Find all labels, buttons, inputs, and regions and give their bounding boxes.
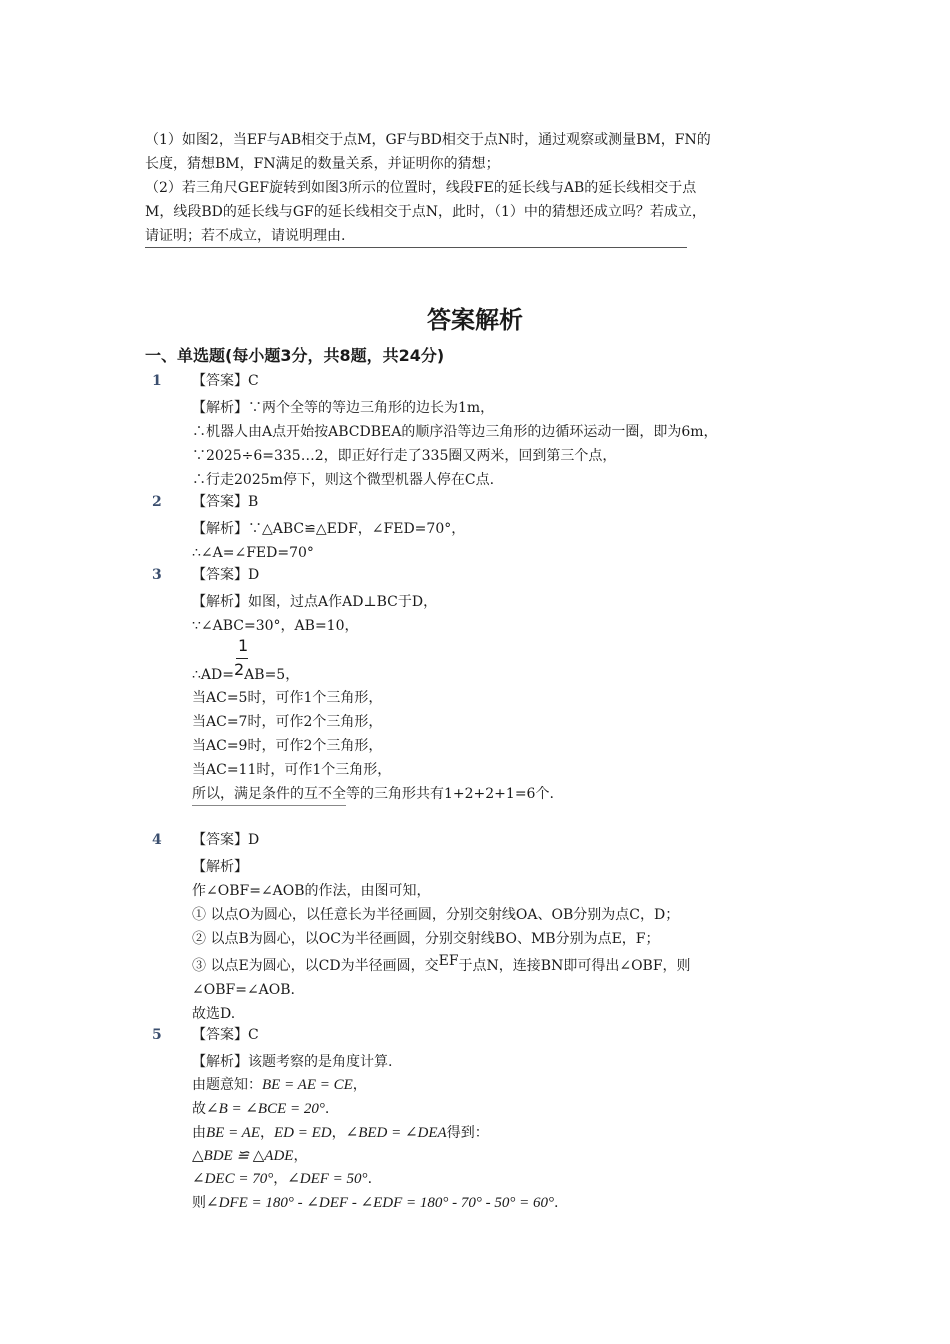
q3-case-5: 所以，满足条件的互不全等的三角形共有1+2+2+1=6个. [192,786,554,802]
q3-ad-suffix: AB=5， [244,667,300,683]
q5-line-3 [192,1099,329,1119]
q4-line-2: 作∠OBF=∠AOB的作法，由图可知， [192,883,431,899]
q1-line-4: ∴行走2025m停下，则这个微型机器人停在C点. [192,472,495,488]
q1-line-1: 【解析】∵两个全等的等边三角形的边长为1m， [192,400,495,416]
intro-line-2: 长度，猜想BM，FN满足的数量关系，并证明你的猜想； [145,156,500,172]
intro-underline [145,247,687,248]
q5-line-2 [192,1075,367,1095]
q1-answer: 【答案】C [192,373,259,389]
q5-l7-suffix: . [554,1195,559,1211]
q3-case-4: 当AC=11时，可作1个三角形， [192,762,392,778]
q3-fraction-bar [236,658,248,659]
q5-l4-sep-2: ， [331,1125,346,1141]
q5-l6-math-2: ∠DEF = 50° [287,1171,368,1187]
q5-l7-prefix: 则 [192,1195,206,1211]
q4-line-7: 故选D. [192,1006,236,1022]
q3-line-2: ∵∠ABC=30°，AB=10， [192,618,359,634]
q5-l3-math: ∠B = ∠BCE = 20° [206,1101,325,1117]
q4-line-4: ② 以点B为圆心，以OC为半径画圆，分别交射线BO、MB分别为点E，F； [192,931,660,947]
intro-line-5: 请证明；若不成立，请说明理由. [145,228,346,244]
q4-line-1: 【解析】 [192,859,248,875]
q5-line-4 [192,1123,489,1143]
q3-case-2: 当AC=7时，可作2个三角形， [192,714,383,730]
q2-line-1: 【解析】∵△ABC≌△EDF，∠FED=70°， [192,521,466,537]
q5-l6-suffix: . [367,1171,373,1187]
q3-fraction-denominator: 2 [233,660,245,679]
q5-line-5 [192,1146,307,1166]
question-number-4: 4 [152,832,162,848]
q5-l6-math-1: ∠DEC = 70° [192,1171,274,1187]
q5-l4-math-3: ∠BED = ∠DEA [345,1125,447,1141]
q5-line-7 [192,1193,558,1213]
intro-line-4: M，线段BD的延长线与GF的延长线相交于点N，此时，（1）中的猜想还成立吗？若成立， [145,204,706,220]
q5-l2-suffix: ， [352,1077,367,1093]
q4-line-5-suffix: 于点N，连接BN即可得出∠OBF，则 [458,958,691,974]
q5-l4-math-2: ED = ED [274,1125,332,1141]
q3-answer: 【答案】D [192,567,260,583]
q3-line-1: 【解析】如图，过点A作AD⊥BC于D， [192,594,438,610]
intro-line-3: （2）若三角尺GEF旋转到如图3所示的位置时，线段FE的延长线与AB的延长线相交于点 [145,180,697,196]
q3-underline [192,805,346,806]
question-number-1: 1 [152,373,162,389]
q5-l2-prefix: 由题意知： [192,1077,262,1093]
q4-line-5-prefix: ③ 以点E为圆心，以CD为半径画圆，交 [192,958,439,974]
q4-answer: 【答案】D [192,832,260,848]
q5-l4-prefix: 由 [192,1125,206,1141]
q1-line-3: ∵2025÷6=335…2，即正好行走了335圈又两米，回到第三个点， [192,448,617,464]
q5-l5-math: △BDE ≌ △ADE [192,1148,294,1164]
q5-l3-suffix: . [324,1101,330,1117]
q4-line-3: ① 以点O为圆心，以任意长为半径画圆，分别交射线OA、OB分别为点C，D； [192,907,680,923]
q3-case-1: 当AC=5时，可作1个三角形， [192,690,383,706]
section-heading: 一、单选题(每小题3分，共8题，共24分) [145,346,445,365]
question-number-2: 2 [152,494,162,510]
intro-line-1: （1）如图2，当EF与AB相交于点M，GF与BD相交于点N时，通过观察或测量BM，FN的 [145,132,711,148]
q1-line-2: ∴机器人由A点开始按ABCDBEA的顺序沿等边三角形的边循环运动一圈，即为6m， [192,424,718,440]
q5-l7-math: ∠DFE = 180° - ∠DEF - ∠EDF = 180° - 70° - 50° = 60° [206,1195,555,1211]
q2-answer: 【答案】B [192,494,259,510]
page-title: 答案解析 [427,306,523,334]
q5-l6-sep: ， [273,1171,288,1187]
q5-l4-sep-1: ， [260,1125,275,1141]
q5-line-1: 【解析】该题考察的是角度计算. [192,1054,393,1070]
q5-line-6 [192,1169,372,1189]
q5-l4-math-1: BE = AE [206,1125,261,1141]
q4-line-5 [192,953,691,976]
q4-line-6: ∠OBF=∠AOB. [192,982,295,998]
question-number-3: 3 [152,567,162,583]
q3-ad-prefix: ∴AD= [192,667,234,683]
q5-answer: 【答案】C [192,1027,259,1043]
q2-line-2: ∴∠A=∠FED=70° [192,545,314,561]
q3-fraction-numerator: 1 [238,636,249,655]
q5-l2-math: BE = AE = CE [262,1077,353,1093]
q5-l5-suffix: ， [293,1148,308,1164]
q3-case-3: 当AC=9时，可作2个三角形， [192,738,383,754]
question-number-5: 5 [152,1027,162,1043]
q4-arc-ef: EF [438,953,459,969]
q3-ad-line [192,660,300,685]
q5-l4-suffix: 得到： [446,1125,489,1141]
q5-l3-prefix: 故 [192,1101,206,1117]
